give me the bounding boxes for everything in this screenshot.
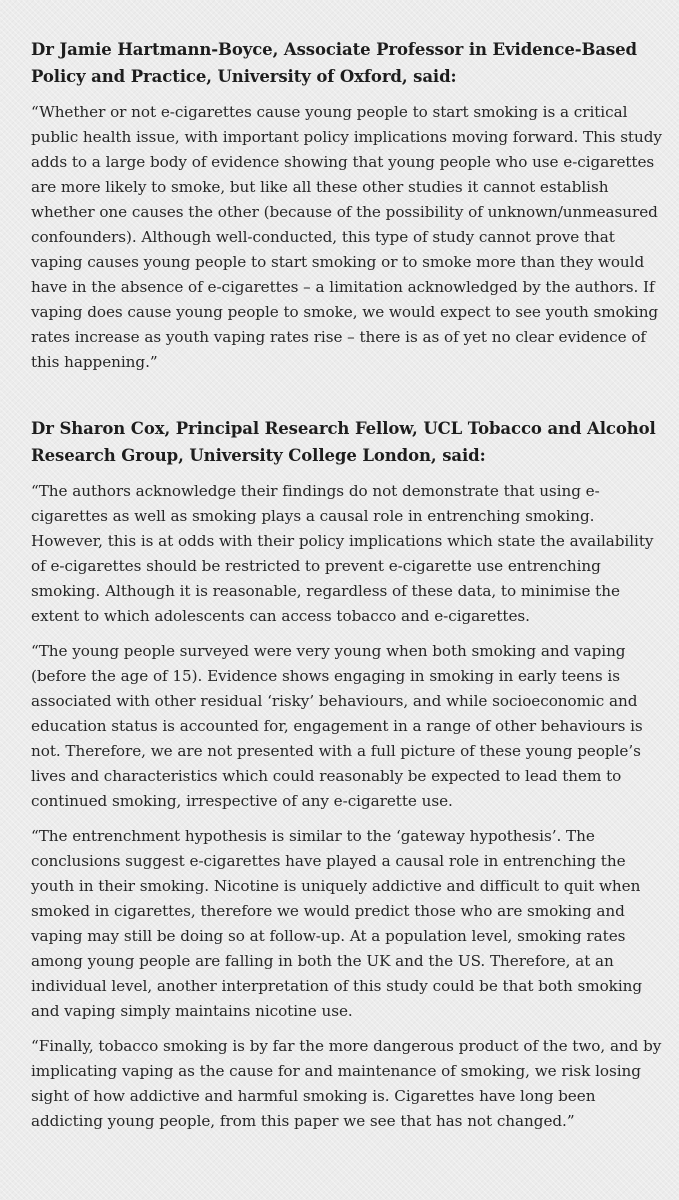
quote-paragraph: “The entrenchment hypothesis is similar to the ‘gateway hypothesis’. The conclusions suggest e-cigarettes have played a causal role in entrenching the youth in their smoking. Nicotine is uniquely addictive and difficult to quit when smoked in cigarettes, therefore we would predict those who are smoking and vaping may still be doing so at follow-up. At a population level, smoking rates among young people are falling in both the UK and the US. Therefore, at an individual level, another interpretation of this study could be that both smoking and vaping simply maintains nicotine use. — [31, 827, 643, 1020]
quote-paragraph: “Whether or not e-cigarettes cause young people to start smoking is a critical public health issue, with important policy implications moving forward. This study adds to a large body of evidence showing that young people who use e-cigarettes are more likely to smoke, but like all these other studies it cannot establish whether one causes the other (because of the possibility of unknown/unmeasured confounders). Although well-conducted, this type of study cannot prove that vaping causes young people to start smoking or to smoke more than they would have in the absence of e-cigarettes – a limitation acknowledged by the authors. If vaping does cause young people to smoke, we would expect to see youth smoking rates increase as youth vaping rates rise – there is as of yet no clear evidence of this happening.” — [31, 103, 662, 371]
expert-heading: Dr Jamie Hartmann-Boyce, Associate Professor in Evidence-Based Policy and Practice, University of Oxford, said: — [31, 40, 637, 86]
quote-paragraph: “Finally, tobacco smoking is by far the more dangerous product of the two, and by implicating vaping as the cause for and maintenance of smoking, we risk losing sight of how addictive and harmful smoking is. Cigarettes have long been addicting young people, from this paper we see that has not changed.” — [31, 1037, 662, 1130]
quote-paragraph: “The young people surveyed were very young when both smoking and vaping (before the age of 15). Evidence shows engaging in smoking in early teens is associated with other residual ‘risky’ behaviours, and while socioeconomic and education status is accounted for, engagement in a range of other behaviours is not. Therefore, we are not presented with a full picture of these young people’s lives and characteristics which could reasonably be expected to lead them to continued smoking, irrespective of any e-cigarette use. — [31, 642, 643, 810]
quote-block-hartmann-boyce — [31, 36, 667, 375]
quote-paragraph: “The authors acknowledge their findings do not demonstrate that using e-cigarettes as well as smoking plays a causal role in entrenching smoking. However, this is at odds with their policy implications which state the availability of e-cigarettes should be restricted to prevent e-cigarette use entrenching smoking. Although it is reasonable, regardless of these data, to minimise the extent to which adolescents can access tobacco and e-cigarettes. — [31, 482, 654, 625]
expert-heading: Dr Sharon Cox, Principal Research Fellow, UCL Tobacco and Alcohol Research Group, University College London, said: — [31, 419, 656, 465]
quote-block-cox — [31, 415, 667, 1134]
